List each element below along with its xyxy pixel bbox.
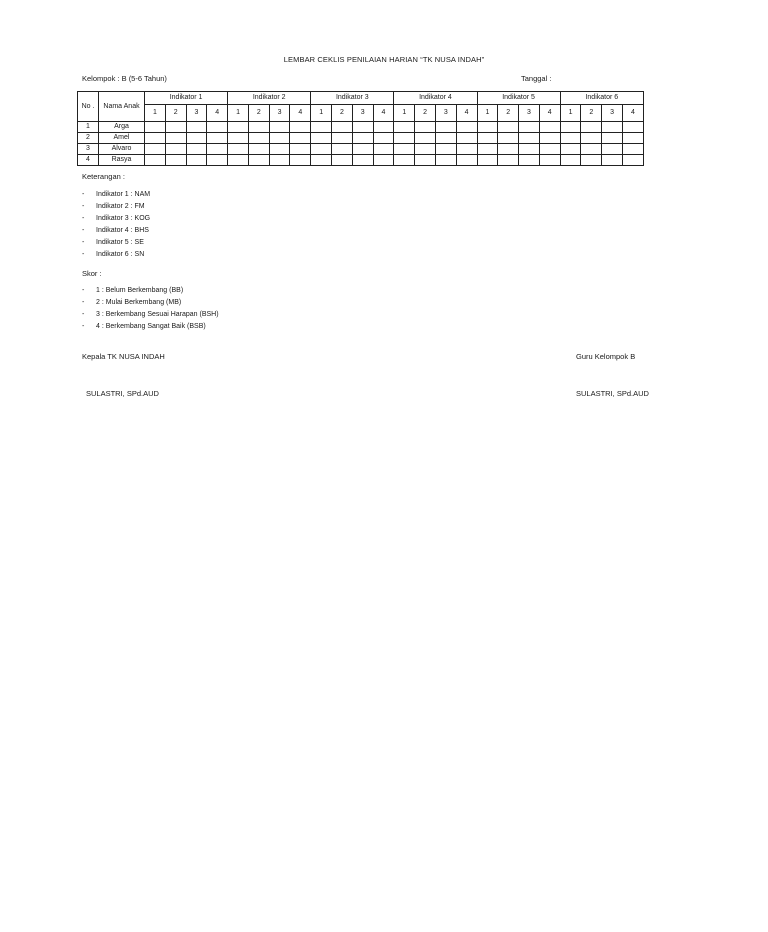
score-header-cell: 4: [622, 105, 643, 122]
checklist-cell[interactable]: [228, 144, 249, 155]
checklist-cell[interactable]: [622, 144, 643, 155]
row-no: 4: [78, 155, 99, 166]
checklist-cell[interactable]: [519, 133, 540, 144]
checklist-cell[interactable]: [435, 155, 456, 166]
checklist-cell[interactable]: [145, 133, 166, 144]
checklist-cell[interactable]: [394, 133, 415, 144]
checklist-cell[interactable]: [539, 144, 560, 155]
score-header-cell: 3: [186, 105, 207, 122]
checklist-cell[interactable]: [248, 133, 269, 144]
signature-right-name: SULASTRI, SPd.AUD: [576, 389, 649, 398]
score-header-cell: 2: [332, 105, 353, 122]
checklist-cell[interactable]: [352, 155, 373, 166]
score-header-cell: 1: [228, 105, 249, 122]
checklist-cell[interactable]: [581, 144, 602, 155]
tanggal-label: Tanggal :: [521, 74, 552, 83]
checklist-cell[interactable]: [415, 144, 436, 155]
skor-label: Skor :: [82, 269, 102, 278]
checklist-cell[interactable]: [622, 133, 643, 144]
checklist-cell[interactable]: [602, 144, 623, 155]
header-no: No .: [78, 92, 99, 122]
header-indicator-2: Indikator 2: [228, 92, 311, 105]
signature-left-name: SULASTRI, SPd.AUD: [86, 389, 159, 398]
list-item: - 4 : Berkembang Sangat Baik (BSB): [82, 321, 219, 333]
checklist-cell[interactable]: [435, 122, 456, 133]
document-title: LEMBAR CEKLIS PENILAIAN HARIAN “TK NUSA INDAH”: [283, 55, 485, 64]
score-header-cell: 1: [560, 105, 581, 122]
checklist-cell[interactable]: [228, 122, 249, 133]
checklist-cell[interactable]: [186, 122, 207, 133]
checklist-cell[interactable]: [165, 155, 186, 166]
checklist-cell[interactable]: [352, 133, 373, 144]
checklist-cell[interactable]: [560, 155, 581, 166]
checklist-cell[interactable]: [373, 133, 394, 144]
checklist-cell[interactable]: [186, 155, 207, 166]
checklist-cell[interactable]: [290, 133, 311, 144]
score-header-cell: 4: [373, 105, 394, 122]
checklist-cell[interactable]: [415, 133, 436, 144]
checklist-cell[interactable]: [269, 133, 290, 144]
score-header-cell: 4: [207, 105, 228, 122]
checklist-cell[interactable]: [560, 122, 581, 133]
score-header-cell: 3: [269, 105, 290, 122]
checklist-cell[interactable]: [228, 133, 249, 144]
checklist-cell[interactable]: [186, 144, 207, 155]
checklist-cell[interactable]: [394, 122, 415, 133]
checklist-cell[interactable]: [269, 144, 290, 155]
signature-right-role: Guru Kelompok B: [576, 352, 636, 361]
row-no: 1: [78, 122, 99, 133]
checklist-cell[interactable]: [435, 144, 456, 155]
score-header-cell: 4: [539, 105, 560, 122]
checklist-cell[interactable]: [311, 144, 332, 155]
score-header-cell: 2: [415, 105, 436, 122]
checklist-cell[interactable]: [477, 144, 498, 155]
checklist-cell[interactable]: [332, 144, 353, 155]
checklist-cell[interactable]: [269, 155, 290, 166]
checklist-cell[interactable]: [498, 155, 519, 166]
checklist-cell[interactable]: [248, 155, 269, 166]
checklist-cell[interactable]: [456, 155, 477, 166]
checklist-cell[interactable]: [290, 155, 311, 166]
checklist-cell[interactable]: [477, 133, 498, 144]
checklist-cell[interactable]: [165, 133, 186, 144]
checklist-cell[interactable]: [186, 133, 207, 144]
table-row: [78, 144, 644, 155]
checklist-cell[interactable]: [145, 122, 166, 133]
score-header-cell: 1: [394, 105, 415, 122]
checklist-cell[interactable]: [145, 155, 166, 166]
row-no: 3: [78, 144, 99, 155]
list-item: - Indikator 1 : NAM: [82, 189, 150, 201]
checklist-cell[interactable]: [435, 133, 456, 144]
checklist-cell[interactable]: [581, 133, 602, 144]
checklist-cell[interactable]: [539, 122, 560, 133]
header-indicator-5: Indikator 5: [477, 92, 560, 105]
checklist-cell[interactable]: [602, 133, 623, 144]
score-header-cell: 3: [519, 105, 540, 122]
table-score-header-row: [78, 105, 644, 122]
checklist-cell[interactable]: [165, 144, 186, 155]
checklist-cell[interactable]: [519, 144, 540, 155]
checklist-cell[interactable]: [519, 122, 540, 133]
checklist-cell[interactable]: [311, 133, 332, 144]
score-header-cell: 3: [602, 105, 623, 122]
checklist-cell[interactable]: [165, 122, 186, 133]
list-item: - 1 : Belum Berkembang (BB): [82, 285, 219, 297]
checklist-cell[interactable]: [498, 144, 519, 155]
checklist-cell[interactable]: [332, 133, 353, 144]
score-header-cell: 3: [435, 105, 456, 122]
checklist-cell[interactable]: [602, 122, 623, 133]
score-header-cell: 2: [248, 105, 269, 122]
keterangan-label: Keterangan :: [82, 172, 125, 181]
row-nama: Arga: [99, 122, 145, 133]
checklist-cell[interactable]: [373, 122, 394, 133]
checklist-cell[interactable]: [539, 133, 560, 144]
row-nama: Rasya: [99, 155, 145, 166]
checklist-cell[interactable]: [352, 122, 373, 133]
checklist-cell[interactable]: [290, 144, 311, 155]
checklist-cell[interactable]: [248, 122, 269, 133]
checklist-cell[interactable]: [332, 155, 353, 166]
checklist-cell[interactable]: [581, 155, 602, 166]
list-item: - Indikator 6 : SN: [82, 249, 150, 261]
score-header-cell: 1: [145, 105, 166, 122]
checklist-cell[interactable]: [602, 155, 623, 166]
signature-left-role: Kepala TK NUSA INDAH: [82, 352, 165, 361]
checklist-cell[interactable]: [519, 155, 540, 166]
checklist-cell[interactable]: [332, 122, 353, 133]
score-header-cell: 1: [477, 105, 498, 122]
table-row: [78, 122, 644, 133]
score-header-cell: 2: [581, 105, 602, 122]
assessment-table: [77, 91, 644, 166]
header-indicator-3: Indikator 3: [311, 92, 394, 105]
checklist-cell[interactable]: [456, 144, 477, 155]
keterangan-list: [82, 189, 150, 261]
row-no: 2: [78, 133, 99, 144]
table-header-row: [78, 92, 644, 105]
checklist-cell[interactable]: [207, 144, 228, 155]
checklist-cell[interactable]: [560, 133, 581, 144]
score-header-cell: 3: [352, 105, 373, 122]
score-header-cell: 2: [498, 105, 519, 122]
table-row: [78, 133, 644, 144]
checklist-cell[interactable]: [207, 122, 228, 133]
checklist-cell[interactable]: [394, 144, 415, 155]
checklist-cell[interactable]: [415, 122, 436, 133]
checklist-cell[interactable]: [394, 155, 415, 166]
checklist-cell[interactable]: [248, 144, 269, 155]
header-indicator-6: Indikator 6: [560, 92, 643, 105]
checklist-cell[interactable]: [498, 122, 519, 133]
header-nama: Nama Anak: [99, 92, 145, 122]
checklist-cell[interactable]: [622, 155, 643, 166]
checklist-cell[interactable]: [456, 122, 477, 133]
checklist-cell[interactable]: [539, 155, 560, 166]
score-header-cell: 2: [165, 105, 186, 122]
header-indicator-4: Indikator 4: [394, 92, 477, 105]
checklist-cell[interactable]: [477, 122, 498, 133]
checklist-cell[interactable]: [269, 122, 290, 133]
score-header-cell: 4: [456, 105, 477, 122]
skor-list: [82, 285, 219, 333]
table-row: [78, 155, 644, 166]
checklist-cell[interactable]: [373, 155, 394, 166]
checklist-cell[interactable]: [290, 122, 311, 133]
checklist-cell[interactable]: [311, 122, 332, 133]
score-header-cell: 4: [290, 105, 311, 122]
list-item: - Indikator 3 : KOG: [82, 213, 150, 225]
checklist-cell[interactable]: [415, 155, 436, 166]
list-item: - 3 : Berkembang Sesuai Harapan (BSH): [82, 309, 219, 321]
kelompok-label: Kelompok : B (5-6 Tahun): [82, 74, 167, 83]
row-nama: Alvaro: [99, 144, 145, 155]
checklist-cell[interactable]: [352, 144, 373, 155]
list-item: - Indikator 2 : FM: [82, 201, 150, 213]
checklist-cell[interactable]: [581, 122, 602, 133]
checklist-cell[interactable]: [622, 122, 643, 133]
list-item: - Indikator 5 : SE: [82, 237, 150, 249]
checklist-cell[interactable]: [311, 155, 332, 166]
score-header-cell: 1: [311, 105, 332, 122]
checklist-cell[interactable]: [498, 133, 519, 144]
checklist-cell[interactable]: [207, 133, 228, 144]
header-indicator-1: Indikator 1: [145, 92, 228, 105]
checklist-cell[interactable]: [477, 155, 498, 166]
list-item: - Indikator 4 : BHS: [82, 225, 150, 237]
checklist-cell[interactable]: [560, 144, 581, 155]
list-item: - 2 : Mulai Berkembang (MB): [82, 297, 219, 309]
checklist-cell[interactable]: [373, 144, 394, 155]
checklist-cell[interactable]: [145, 144, 166, 155]
checklist-cell[interactable]: [228, 155, 249, 166]
checklist-cell[interactable]: [456, 133, 477, 144]
checklist-cell[interactable]: [207, 155, 228, 166]
row-nama: Amel: [99, 133, 145, 144]
